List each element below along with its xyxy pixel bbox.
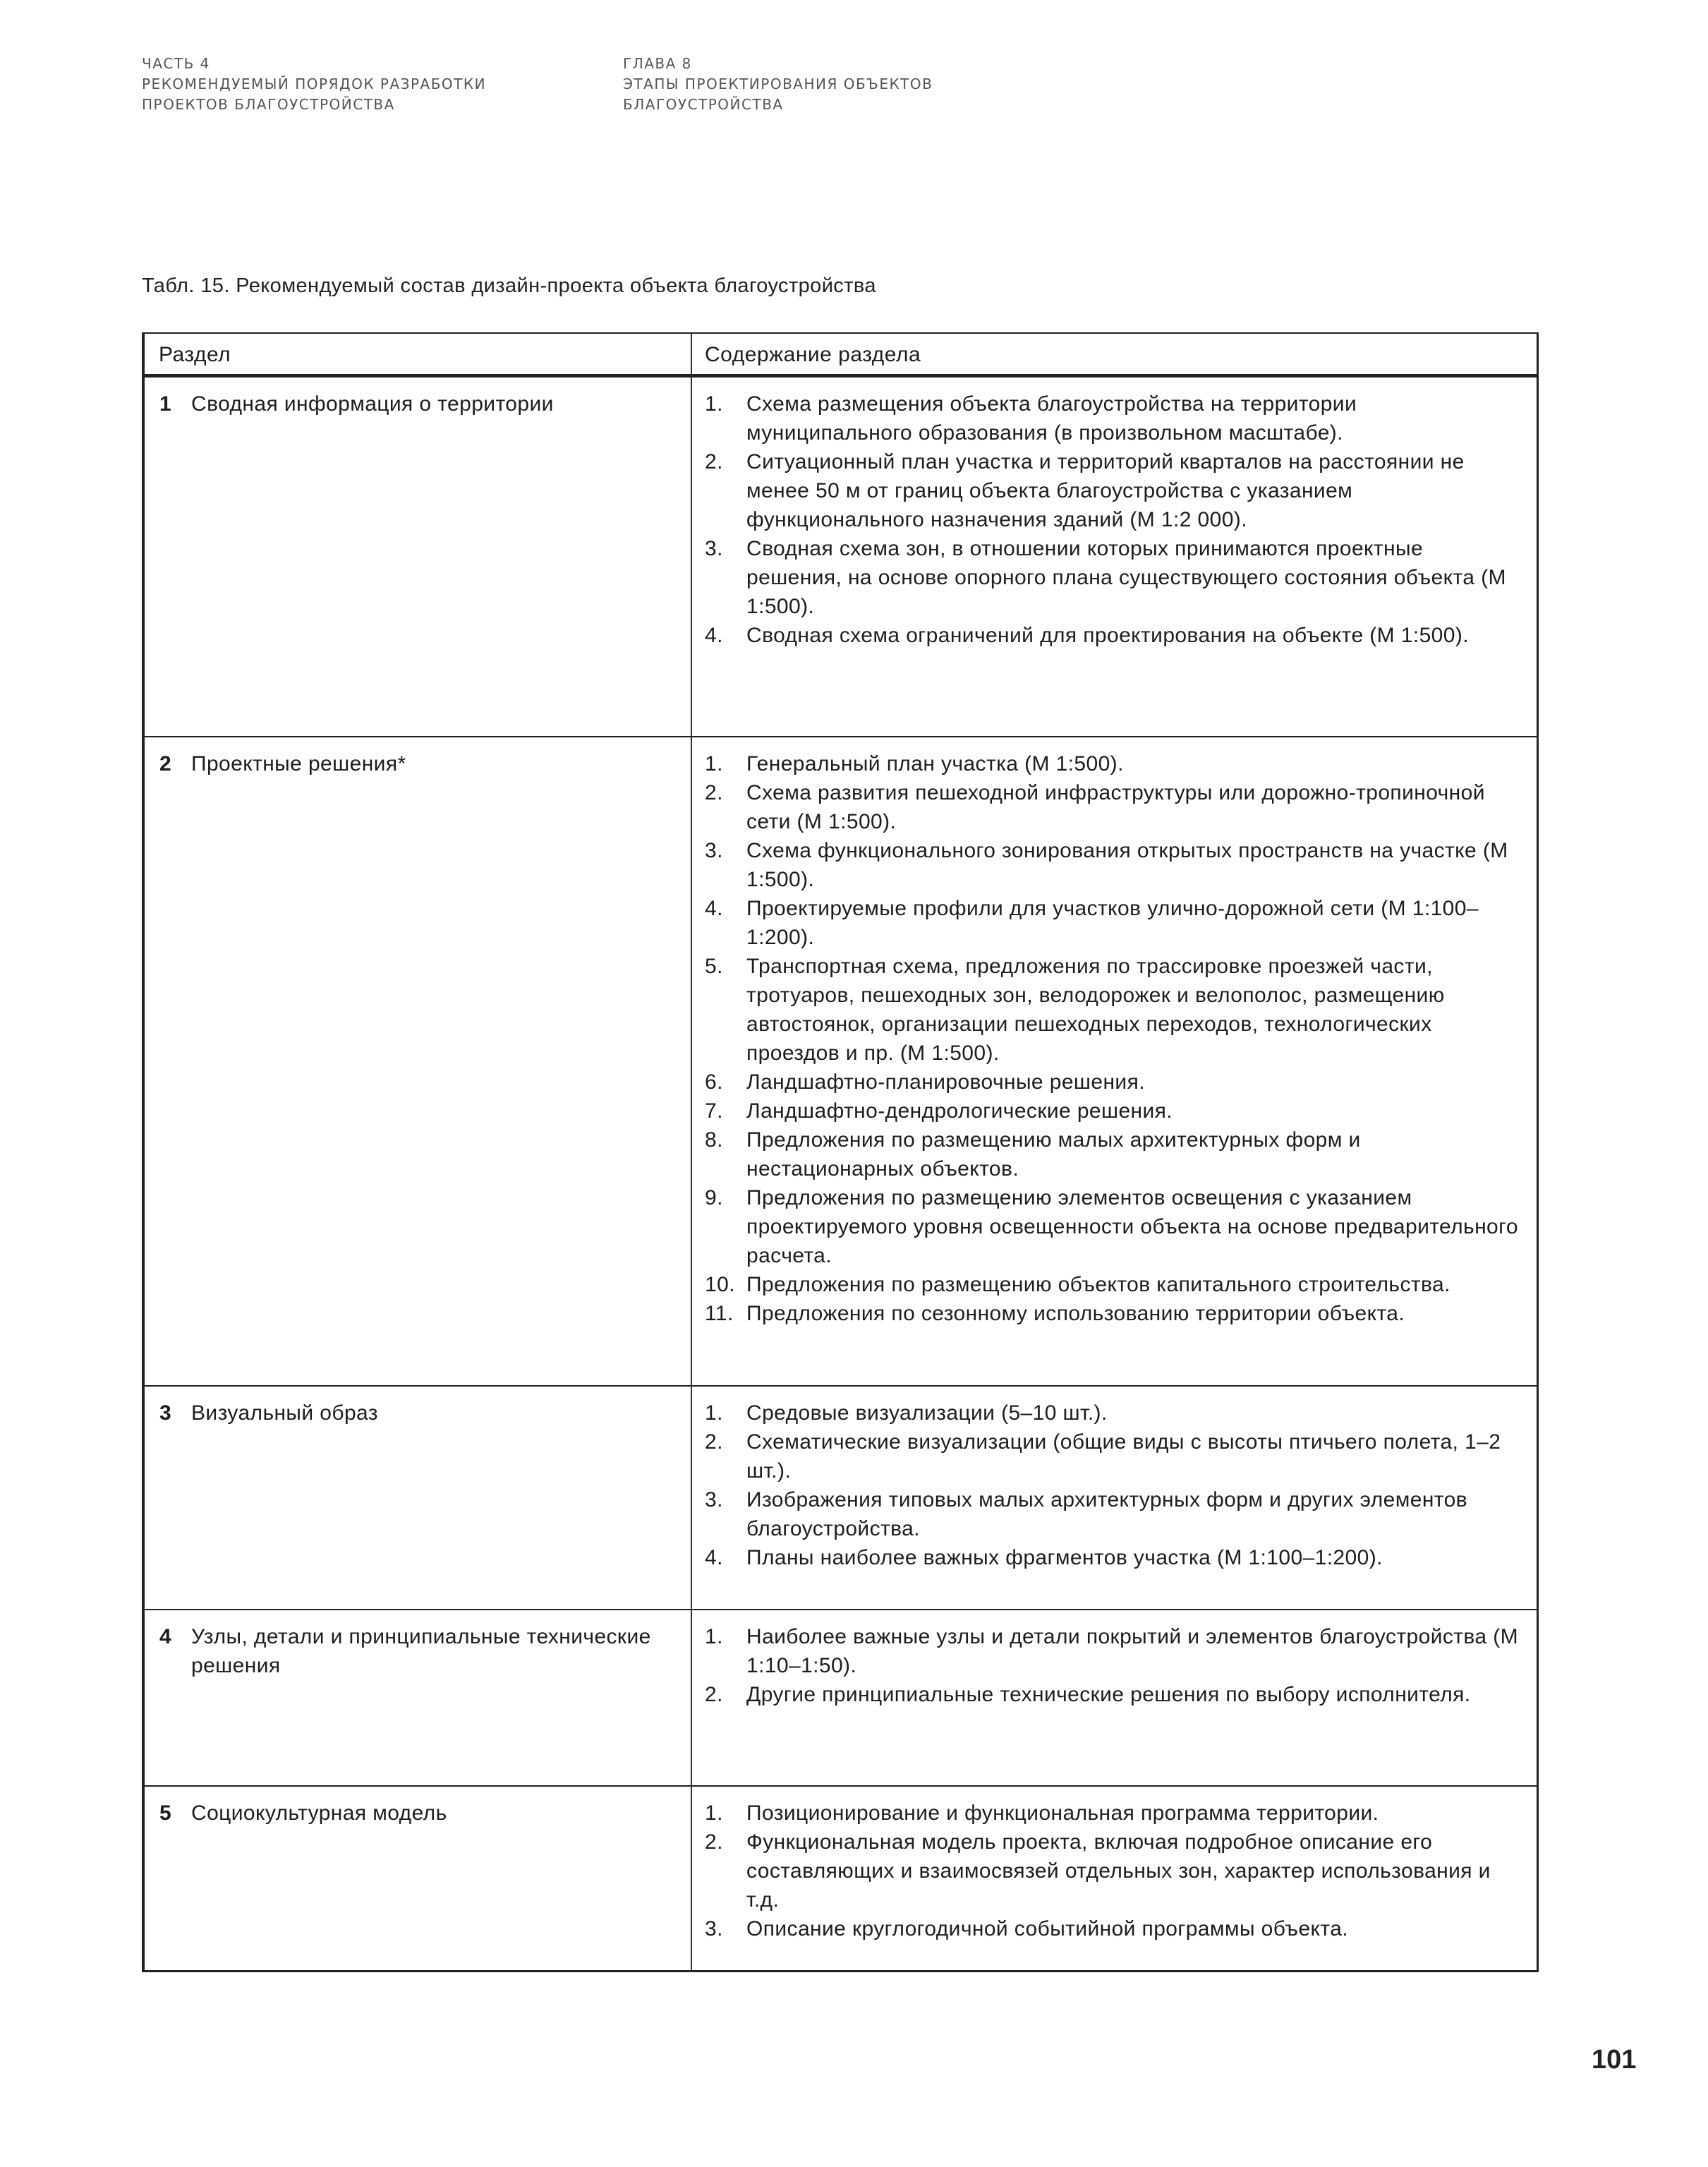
list-item xyxy=(692,1799,1520,1828)
list-item-number: 4. xyxy=(705,897,723,920)
list-item-text: Предложения по размещению малых архитектурных форм и нестационарных объектов. xyxy=(746,1128,1361,1181)
list-item xyxy=(692,1183,1520,1270)
list-item xyxy=(692,749,1520,778)
list-item-text: Схема размещения объекта благоустройства на территории муниципального образования (в произвольном масштабе). xyxy=(746,392,1357,445)
running-head-right xyxy=(623,54,933,115)
section-number: 5 xyxy=(159,1801,172,1825)
running-head-part-title: РЕКОМЕНДУЕМЫЙ ПОРЯДОК РАЗРАБОТКИ xyxy=(142,76,487,92)
content-cell xyxy=(692,1610,1537,1785)
list-item xyxy=(692,1427,1520,1485)
list-item xyxy=(692,1097,1520,1125)
list-item-text: Позиционирование и функциональная программа территории. xyxy=(746,1801,1379,1825)
list-item-text: Средовые визуализации (5–10 шт.). xyxy=(746,1401,1108,1425)
content-list xyxy=(692,749,1520,1328)
list-item-text: Сводная схема зон, в отношении которых принимаются проектные решения, на основе опорного плана существующего состояния объекта (М 1:500). xyxy=(746,537,1506,618)
list-item-number: 3. xyxy=(705,839,723,862)
section-title: Сводная информация о территории xyxy=(191,392,554,416)
section-number: 1 xyxy=(159,392,172,416)
list-item-number: 4. xyxy=(705,1546,723,1569)
section-title: Проектные решения* xyxy=(191,752,406,775)
list-item-number: 2. xyxy=(705,1430,723,1454)
list-item-text: Описание круглогодичной событийной программы объекта. xyxy=(746,1917,1349,1940)
list-item-text: Планы наиболее важных фрагментов участка (М 1:100–1:200). xyxy=(746,1546,1383,1569)
list-item xyxy=(692,1299,1520,1328)
list-item-text: Транспортная схема, предложения по трассировке проезжей части, тротуаров, пешеходных зон, велодорожек и велополос, размещению автостоянок, организации пешеходных переходов, технологических проездов и пр. (М 1:500). xyxy=(746,955,1445,1065)
content-cell xyxy=(692,737,1537,1385)
running-head-part: ЧАСТЬ 4 xyxy=(142,55,210,72)
list-item-number: 1. xyxy=(705,392,723,416)
content-list xyxy=(692,1799,1520,1943)
list-item-number: 3. xyxy=(705,537,723,560)
list-item-number: 1. xyxy=(705,1401,723,1425)
content-cell xyxy=(692,378,1537,736)
list-item-text: Сводная схема ограничений для проектирования на объекте (М 1:500). xyxy=(746,624,1469,647)
list-item-number: 2. xyxy=(705,1683,723,1706)
list-item-text: Изображения типовых малых архитектурных форм и других элементов благоустройства. xyxy=(746,1488,1468,1540)
page-number: 101 xyxy=(1592,2045,1637,2075)
content-list xyxy=(692,1399,1520,1572)
list-item-number: 9. xyxy=(705,1186,723,1209)
section-title: Визуальный образ xyxy=(191,1401,378,1425)
list-item-text: Ландшафтно-планировочные решения. xyxy=(746,1070,1145,1094)
list-item-number: 4. xyxy=(705,624,723,647)
content-list xyxy=(692,390,1520,650)
list-item xyxy=(692,836,1520,894)
list-item-text: Ситуационный план участка и территорий кварталов на расстоянии не менее 50 м от границ объекта благоустройства с указанием функционального назначения зданий (М 1:2 000). xyxy=(746,450,1465,531)
list-item-text: Проектируемые профили для участков улично-дорожной сети (М 1:100–1:200). xyxy=(746,897,1479,949)
design-project-table xyxy=(142,332,1539,1972)
list-item-text: Схематические визуализации (общие виды с высоты птичьего полета, 1–2 шт.). xyxy=(746,1430,1501,1483)
list-item xyxy=(692,1914,1520,1943)
column-header-content: Содержание раздела xyxy=(705,343,921,366)
table-body xyxy=(145,376,1537,1970)
list-item xyxy=(692,1399,1520,1427)
list-item-text: Наиболее важные узлы и детали покрытий и элементов благоустройства (М 1:10–1:50). xyxy=(746,1625,1519,1677)
list-item xyxy=(692,1543,1520,1572)
list-item-number: 8. xyxy=(705,1128,723,1152)
section-cell xyxy=(145,1787,692,1970)
table-header-row xyxy=(145,332,1537,376)
column-header-section: Раздел xyxy=(145,334,692,374)
list-item-number: 7. xyxy=(705,1099,723,1123)
list-item-number: 1. xyxy=(705,752,723,775)
section-number: 3 xyxy=(159,1401,172,1425)
list-item-number: 2. xyxy=(705,781,723,804)
list-item-number: 11. xyxy=(705,1302,734,1325)
content-cell xyxy=(692,1787,1537,1970)
list-item xyxy=(692,390,1520,447)
list-item-number: 2. xyxy=(705,1830,723,1854)
running-head-chapter-title-cont: БЛАГОУСТРОЙСТВА xyxy=(623,96,784,113)
list-item xyxy=(692,1125,1520,1183)
list-item xyxy=(692,1680,1520,1709)
list-item-text: Предложения по сезонному использованию территории объекта. xyxy=(746,1302,1405,1325)
list-item xyxy=(692,1622,1520,1680)
section-cell xyxy=(145,1610,692,1785)
list-item-text: Схема функционального зонирования открытых пространств на участке (М 1:500). xyxy=(746,839,1508,891)
content-list xyxy=(692,1622,1520,1709)
section-cell xyxy=(145,737,692,1385)
table-row xyxy=(145,1385,1537,1609)
table-caption: Табл. 15. Рекомендуемый состав дизайн-проекта объекта благоустройства xyxy=(142,274,876,297)
list-item-number: 1. xyxy=(705,1801,723,1825)
table-row xyxy=(145,1609,1537,1785)
list-item xyxy=(692,621,1520,650)
table-row xyxy=(145,1785,1537,1970)
list-item-number: 2. xyxy=(705,450,723,473)
table-row xyxy=(145,376,1537,736)
list-item-number: 1. xyxy=(705,1625,723,1648)
running-head-chapter-title: ЭТАПЫ ПРОЕКТИРОВАНИЯ ОБЪЕКТОВ xyxy=(623,76,933,92)
list-item-number: 10. xyxy=(705,1273,735,1296)
list-item-number: 6. xyxy=(705,1070,723,1094)
section-cell xyxy=(145,378,692,736)
list-item-text: Предложения по размещению элементов освещения с указанием проектируемого уровня освещенности объекта на основе предварительного расчета. xyxy=(746,1186,1518,1267)
list-item xyxy=(692,1485,1520,1543)
list-item xyxy=(692,1270,1520,1299)
section-title: Узлы, детали и принципиальные технические решения xyxy=(191,1625,651,1677)
list-item xyxy=(692,894,1520,952)
list-item-number: 5. xyxy=(705,955,723,978)
list-item-number: 3. xyxy=(705,1488,723,1511)
section-title: Социокультурная модель xyxy=(191,1801,447,1825)
running-head-chapter: ГЛАВА 8 xyxy=(623,55,692,72)
section-number: 4 xyxy=(159,1625,172,1648)
list-item-text: Ландшафтно-дендрологические решения. xyxy=(746,1099,1173,1123)
section-cell xyxy=(145,1387,692,1609)
list-item xyxy=(692,778,1520,836)
list-item-text: Схема развития пешеходной инфраструктуры или дорожно-тропиночной сети (М 1:500). xyxy=(746,781,1485,833)
section-number: 2 xyxy=(159,752,172,775)
list-item xyxy=(692,952,1520,1068)
list-item-text: Другие принципиальные технические решения по выбору исполнителя. xyxy=(746,1683,1471,1706)
list-item-text: Предложения по размещению объектов капитального строительства. xyxy=(746,1273,1450,1296)
list-item xyxy=(692,534,1520,621)
list-item-text: Функциональная модель проекта, включая подробное описание его составляющих и взаимосвязей отдельных зон, характер использования и т.д. xyxy=(746,1830,1491,1912)
content-cell xyxy=(692,1387,1537,1609)
running-head-part-title-cont: ПРОЕКТОВ БЛАГОУСТРОЙСТВА xyxy=(142,96,395,113)
running-head-left xyxy=(142,54,486,115)
list-item xyxy=(692,447,1520,534)
list-item xyxy=(692,1068,1520,1097)
list-item-text: Генеральный план участка (М 1:500). xyxy=(746,752,1124,775)
list-item-number: 3. xyxy=(705,1917,723,1940)
table-row xyxy=(145,736,1537,1385)
list-item xyxy=(692,1828,1520,1914)
